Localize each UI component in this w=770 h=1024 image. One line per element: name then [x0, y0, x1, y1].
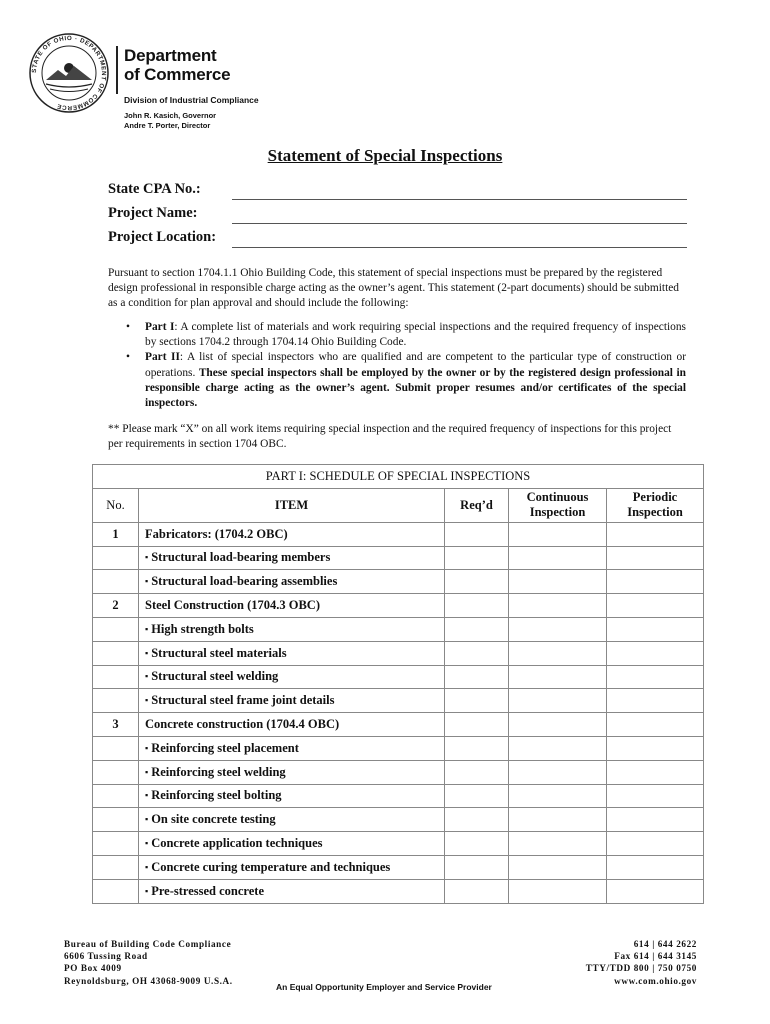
row-subitem	[139, 570, 445, 594]
periodic-cell[interactable]	[607, 665, 704, 689]
periodic-cell[interactable]	[607, 784, 704, 808]
reqd-cell[interactable]	[445, 784, 509, 808]
table-row	[93, 522, 704, 546]
part-2-bold-text: These special inspectors shall be employed by the owner or by the registered design professional in responsible charge acting as the owner’s agent. Submit proper resumes and/or certificates of the special inspectors.	[145, 366, 686, 410]
square-bullet-icon: ▪	[145, 552, 149, 563]
footer-bureau: Bureau of Building Code Compliance	[64, 939, 232, 949]
continuous-cell[interactable]	[509, 832, 607, 856]
square-bullet-icon: ▪	[145, 790, 149, 801]
row-item-text: Reinforcing steel welding	[151, 764, 286, 779]
row-item-text: Concrete construction (1704.4 OBC)	[145, 717, 340, 732]
continuous-cell[interactable]	[509, 760, 607, 784]
header-divider	[116, 46, 118, 94]
periodic-cell[interactable]	[607, 879, 704, 903]
footer-address	[64, 938, 233, 987]
row-category	[139, 522, 445, 546]
reqd-cell[interactable]	[445, 736, 509, 760]
continuous-cell[interactable]	[509, 617, 607, 641]
table-row	[93, 855, 704, 879]
periodic-cell[interactable]	[607, 689, 704, 713]
square-bullet-icon: ▪	[145, 623, 149, 634]
row-category	[139, 713, 445, 737]
row-item-text: Structural steel materials	[151, 645, 287, 660]
reqd-cell[interactable]	[445, 594, 509, 618]
row-category	[139, 594, 445, 618]
col-periodic-header	[607, 488, 704, 522]
row-subitem	[139, 784, 445, 808]
state-cpa-input[interactable]	[232, 199, 687, 200]
list-item-part-1	[108, 320, 686, 350]
row-item-text: Concrete curing temperature and techniques	[151, 859, 391, 874]
col-no-header: No.	[93, 488, 139, 522]
row-number	[93, 641, 139, 665]
table-row	[93, 665, 704, 689]
reqd-cell[interactable]	[445, 879, 509, 903]
table-row	[93, 736, 704, 760]
periodic-cell[interactable]	[607, 594, 704, 618]
special-inspections-table	[92, 464, 704, 904]
footer-pobox: PO Box 4009	[64, 963, 122, 974]
reqd-cell[interactable]	[445, 760, 509, 784]
marking-note: ** Please mark “X” on all work items requiring special inspection and the required frequency of inspections for this project per requirements in section 1704 OBC.	[108, 423, 672, 451]
row-number: 3	[93, 713, 139, 737]
reqd-cell[interactable]	[445, 855, 509, 879]
square-bullet-icon: ▪	[145, 695, 149, 706]
letterhead	[28, 32, 288, 142]
reqd-cell[interactable]	[445, 689, 509, 713]
row-item-text: Steel Construction (1704.3 OBC)	[145, 598, 320, 613]
col-continuous-line-1: Continuous	[526, 490, 589, 505]
continuous-cell[interactable]	[509, 855, 607, 879]
row-number: 2	[93, 594, 139, 618]
reqd-cell[interactable]	[445, 808, 509, 832]
col-continuous-header	[509, 488, 607, 522]
row-item-text: Pre-stressed concrete	[151, 883, 265, 898]
periodic-cell[interactable]	[607, 808, 704, 832]
table-row	[93, 832, 704, 856]
footer-tty: TTY/TDD 800 | 750 0750	[585, 963, 697, 974]
table-row	[93, 641, 704, 665]
part-2-label: Part II	[145, 351, 180, 364]
periodic-cell[interactable]	[607, 617, 704, 641]
table-row	[93, 808, 704, 832]
row-item-text: Reinforcing steel bolting	[151, 788, 282, 803]
table-header-row	[93, 488, 704, 522]
row-item-text: Fabricators: (1704.2 OBC)	[145, 526, 288, 541]
square-bullet-icon: ▪	[145, 671, 149, 682]
continuous-cell[interactable]	[509, 713, 607, 737]
row-subitem	[139, 879, 445, 903]
table-row	[93, 760, 704, 784]
col-item-header: ITEM	[139, 488, 445, 522]
table-row	[93, 689, 704, 713]
project-location-label: Project Location:	[108, 229, 217, 245]
row-subitem	[139, 641, 445, 665]
dept-line-1: Department	[124, 46, 217, 65]
row-number: 1	[93, 522, 139, 546]
division-name: Division of Industrial Compliance	[124, 95, 259, 105]
reqd-cell[interactable]	[445, 617, 509, 641]
row-item-text: Structural steel welding	[151, 669, 279, 684]
reqd-cell[interactable]	[445, 522, 509, 546]
continuous-cell[interactable]	[509, 641, 607, 665]
table-row	[93, 546, 704, 570]
row-number	[93, 546, 139, 570]
row-subitem	[139, 546, 445, 570]
director: Andre T. Porter, Director	[124, 120, 211, 130]
col-continuous-line-2: Inspection	[529, 505, 586, 520]
col-reqd-header: Req’d	[445, 488, 509, 522]
seal-text: STATE OF OHIO · DEPARTMENT OF COMMERCE	[30, 34, 108, 112]
footer-street: 6606 Tussing Road	[64, 951, 148, 962]
row-subitem	[139, 665, 445, 689]
reqd-cell[interactable]	[445, 665, 509, 689]
row-number	[93, 879, 139, 903]
officials	[124, 111, 216, 130]
periodic-cell[interactable]	[607, 713, 704, 737]
square-bullet-icon: ▪	[145, 885, 149, 896]
continuous-cell[interactable]	[509, 784, 607, 808]
col-periodic-line-2: Inspection	[627, 505, 683, 520]
row-number	[93, 784, 139, 808]
periodic-cell[interactable]	[607, 570, 704, 594]
table-title: PART I: SCHEDULE OF SPECIAL INSPECTIONS	[93, 465, 704, 489]
continuous-cell[interactable]	[509, 665, 607, 689]
reqd-cell[interactable]	[445, 546, 509, 570]
part-2-text: : A list of special inspectors who are qualified and are competent to the particular type of construction or operations.	[145, 351, 686, 379]
state-cpa-label: State CPA No.:	[108, 181, 201, 197]
row-item-text: High strength bolts	[151, 621, 254, 636]
table-row	[93, 594, 704, 618]
table-row	[93, 617, 704, 641]
reqd-cell[interactable]	[445, 832, 509, 856]
footer-city: Reynoldsburg, OH 43068-9009 U.S.A.	[64, 975, 233, 986]
part-1-label: Part I	[145, 321, 175, 333]
part-1-text: : A complete list of materials and work requiring special inspections and the required frequency of inspections by sections 1704.2 through 1704.14 Ohio Building Code.	[145, 321, 686, 349]
periodic-cell[interactable]	[607, 855, 704, 879]
row-number	[93, 736, 139, 760]
row-number	[93, 570, 139, 594]
table-row	[93, 879, 704, 903]
square-bullet-icon: ▪	[145, 576, 149, 587]
square-bullet-icon: ▪	[145, 742, 149, 753]
row-item-text: Concrete application techniques	[151, 836, 323, 851]
project-location-input[interactable]	[232, 247, 687, 248]
row-number	[93, 689, 139, 713]
square-bullet-icon: ▪	[145, 814, 149, 825]
department-name	[124, 46, 230, 84]
intro-paragraph: Pursuant to section 1704.1.1 Ohio Building Code, this statement of special inspections must be prepared by the registered design professional in responsible charge acting as the owner’s agent. This statement (2-part documents) should be submitted as a condition for plan approval and should include the following:	[108, 267, 679, 310]
continuous-cell[interactable]	[509, 522, 607, 546]
page-title: Statement of Special Inspections	[267, 146, 503, 165]
footer-website[interactable]: www.com.ohio.gov	[614, 975, 697, 986]
col-periodic-line-1: Periodic	[632, 490, 678, 505]
row-item-text: Structural load-bearing members	[151, 550, 331, 565]
periodic-cell[interactable]	[607, 736, 704, 760]
continuous-cell[interactable]	[509, 594, 607, 618]
project-name-label: Project Name:	[108, 205, 198, 221]
row-subitem	[139, 736, 445, 760]
row-subitem	[139, 689, 445, 713]
row-subitem	[139, 760, 445, 784]
row-number	[93, 665, 139, 689]
square-bullet-icon: ▪	[145, 838, 149, 849]
row-item-text: Structural steel frame joint details	[151, 693, 335, 708]
square-bullet-icon: ▪	[145, 647, 149, 658]
reqd-cell[interactable]	[445, 570, 509, 594]
governor: John R. Kasich, Governor	[124, 111, 217, 120]
project-name-input[interactable]	[232, 223, 687, 224]
footer-contact	[586, 938, 697, 987]
row-item-text: On site concrete testing	[151, 812, 276, 827]
footer-eoe: An Equal Opportunity Employer and Service Provider	[276, 982, 492, 992]
continuous-cell[interactable]	[509, 546, 607, 570]
row-item-text: Structural load-bearing assemblies	[151, 574, 338, 589]
footer-phone: 614 | 644 2622	[633, 939, 697, 949]
row-subitem	[139, 832, 445, 856]
row-number	[93, 832, 139, 856]
row-number	[93, 808, 139, 832]
row-subitem	[139, 855, 445, 879]
row-number	[93, 760, 139, 784]
continuous-cell[interactable]	[509, 808, 607, 832]
periodic-cell[interactable]	[607, 760, 704, 784]
table-row	[93, 713, 704, 737]
square-bullet-icon: ▪	[145, 861, 149, 872]
square-bullet-icon: ▪	[145, 766, 149, 777]
reqd-cell[interactable]	[445, 713, 509, 737]
continuous-cell[interactable]	[509, 689, 607, 713]
row-subitem	[139, 808, 445, 832]
ohio-seal-icon	[28, 32, 110, 114]
reqd-cell[interactable]	[445, 641, 509, 665]
periodic-cell[interactable]	[607, 832, 704, 856]
periodic-cell[interactable]	[607, 546, 704, 570]
continuous-cell[interactable]	[509, 570, 607, 594]
table-title-row	[93, 465, 704, 489]
row-item-text: Reinforcing steel placement	[151, 740, 299, 755]
row-number	[93, 855, 139, 879]
row-subitem	[139, 617, 445, 641]
periodic-cell[interactable]	[607, 641, 704, 665]
continuous-cell[interactable]	[509, 879, 607, 903]
requirements-list	[108, 320, 686, 411]
periodic-cell[interactable]	[607, 522, 704, 546]
table-row	[93, 570, 704, 594]
table-row	[93, 784, 704, 808]
continuous-cell[interactable]	[509, 736, 607, 760]
table-body	[93, 522, 704, 903]
row-number	[93, 617, 139, 641]
footer-fax: Fax 614 | 644 3145	[614, 951, 697, 962]
dept-line-2: of Commerce	[124, 65, 231, 84]
list-item-part-2	[108, 350, 686, 411]
